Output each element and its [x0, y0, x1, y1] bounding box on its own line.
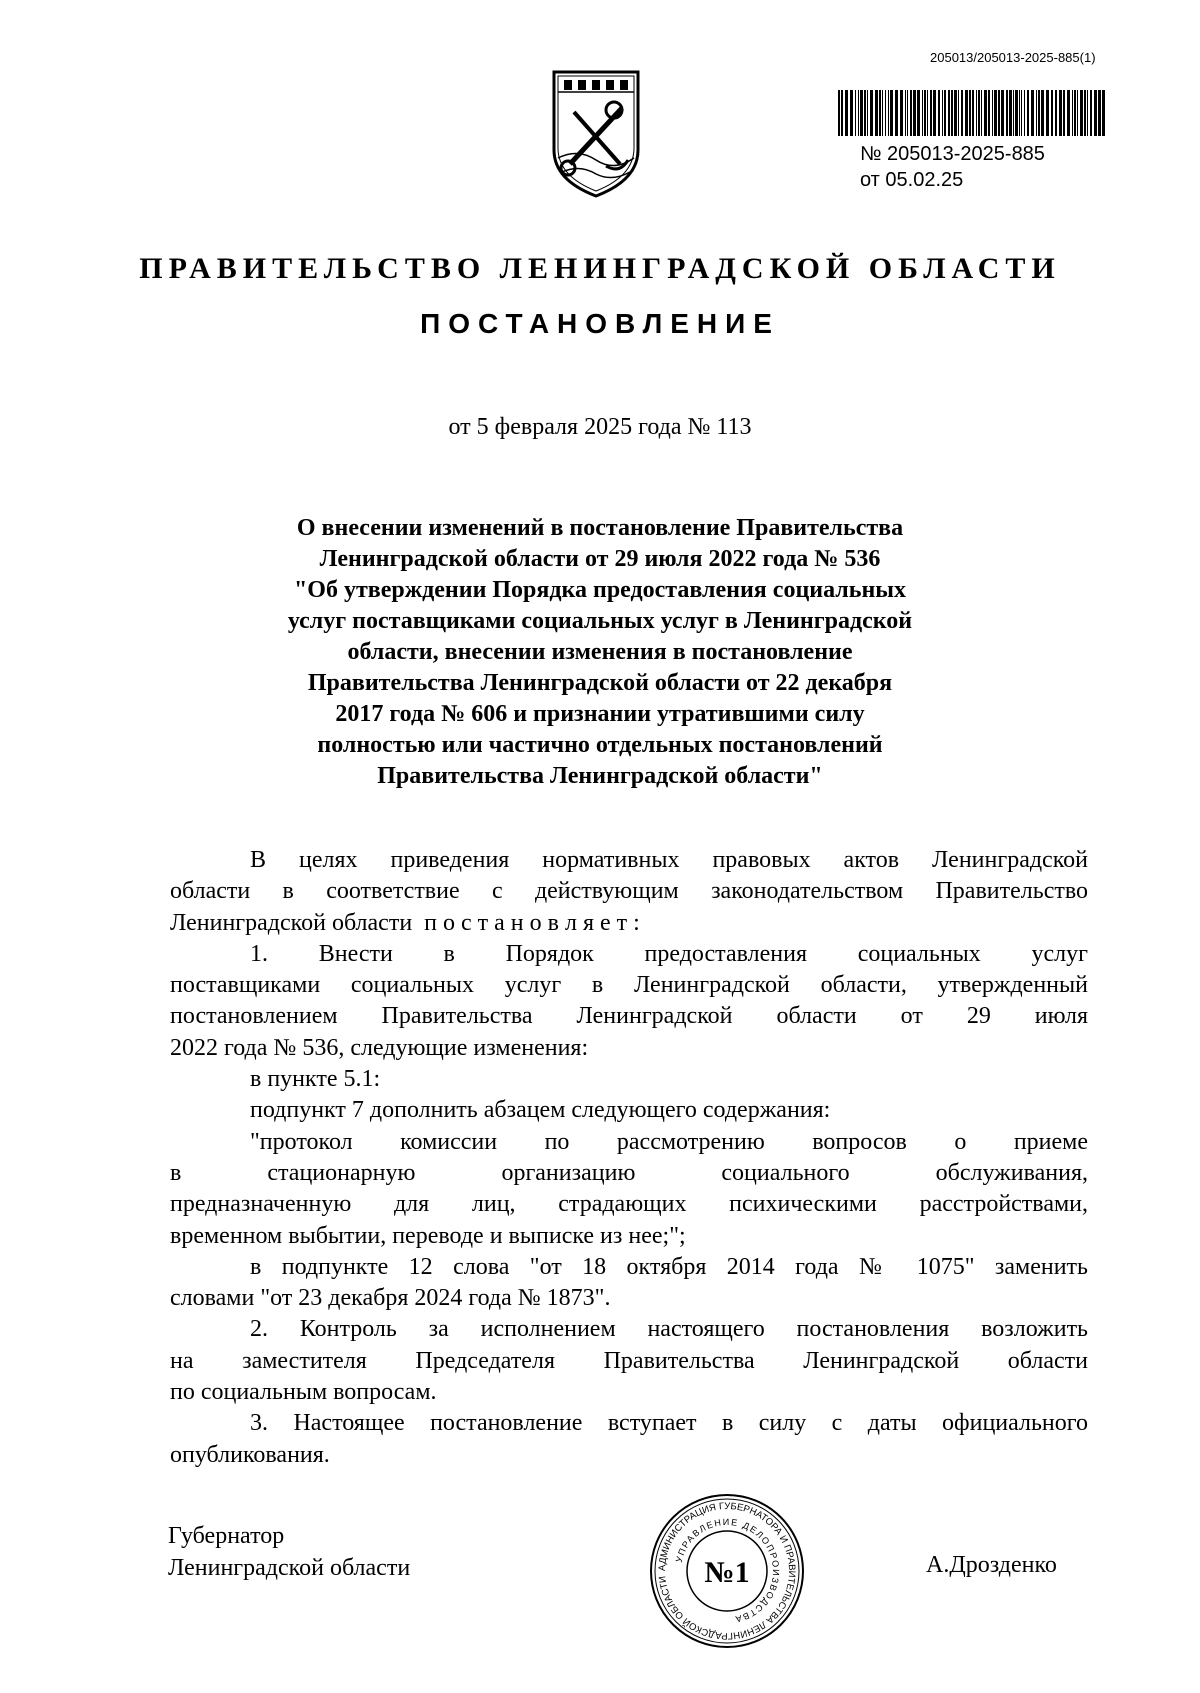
coat-of-arms-emblem [548, 68, 644, 200]
body-line: 1. Внести в Порядок предоставления социальных услуг [250, 940, 1088, 967]
barcode-bar [1021, 90, 1022, 136]
heading-line: 2017 года № 606 и признании утратившими силу [335, 701, 865, 727]
government-title: ПРАВИТЕЛЬСТВО ЛЕНИНГРАДСКОЙ ОБЛАСТИ [139, 252, 1061, 285]
document-reference: 205013/205013-2025-885(1) [930, 50, 1096, 65]
stamp-outer-text: АДМИНИСТРАЦИЯ ГУБЕРНАТОРА И ПРАВИТЕЛЬСТВА ЛЕНИНГРАДСКОЙ ОБЛАСТИ [656, 1500, 798, 1642]
barcode-bar [922, 90, 923, 136]
body-line: словами "от 23 декабря 2024 года № 1873". [170, 1285, 611, 1312]
barcode-bar [948, 90, 950, 136]
barcode-bar [1006, 90, 1008, 136]
barcode-bar [1087, 90, 1088, 136]
barcode-bar [860, 90, 863, 136]
barcode-bar [1077, 90, 1078, 136]
barcode-bar [976, 90, 977, 136]
heading-line: области, внесении изменения в постановление [347, 639, 853, 665]
barcode-bar [917, 90, 920, 136]
signatory-role [168, 1520, 410, 1584]
heading-line: услуг поставщиками социальных услуг в Ленинградской [287, 608, 913, 634]
barcode-bar [1090, 90, 1092, 136]
document-type: ПОСТАНОВЛЕНИЕ [420, 308, 780, 339]
barcode-bar [1055, 90, 1057, 136]
barcode-bar [864, 90, 866, 136]
barcode-bar [1080, 90, 1083, 136]
body-line: 2022 года № 536, следующие изменения: [170, 1034, 589, 1061]
heading-line: полностью или частично отдельных постановлений [317, 732, 883, 758]
body-line: В целях приведения нормативных правовых актов Ленинградской [250, 847, 1088, 873]
barcode-bar [930, 90, 932, 136]
barcode-bar [944, 90, 946, 136]
barcode-bar [888, 90, 889, 136]
body-line: предназначенную для лиц, страдающих психическими расстройствами, [170, 1191, 1088, 1218]
barcode-bar [845, 90, 848, 136]
barcode-bar [1024, 90, 1025, 136]
barcode-bar [1072, 90, 1073, 136]
barcode-bar [900, 90, 903, 136]
barcode-bar [858, 90, 859, 136]
barcode-bar [1038, 90, 1040, 136]
barcode-bar [1009, 90, 1012, 136]
barcode-bar [954, 90, 957, 136]
barcode-bar [978, 90, 980, 136]
barcode-bar [1102, 90, 1105, 136]
barcode-bar [1015, 90, 1018, 136]
barcode-bar [1067, 90, 1070, 136]
body-line: 2. Контроль за исполнением настоящего постановления возложить [250, 1316, 1088, 1343]
barcode-bar [924, 90, 926, 136]
barcode-bar [855, 90, 856, 136]
barcode-bar [933, 90, 936, 136]
barcode-bar [882, 90, 883, 136]
barcode-bar [938, 90, 940, 136]
document-heading [220, 513, 980, 792]
barcode-bar [875, 90, 878, 136]
body-line: временном выбытии, переводе и выписке из нее;"; [170, 1222, 686, 1249]
barcode-bar [972, 90, 974, 136]
barcode-bar [1031, 90, 1034, 136]
barcode-bar [910, 90, 912, 136]
barcode-bar [1051, 90, 1053, 136]
barcode-bar [907, 90, 908, 136]
barcode-bar [1001, 90, 1004, 136]
document-date: от 5 февраля 2025 года № 113 [448, 414, 752, 440]
body-line: 3. Настоящее постановление вступает в силу с даты официального [250, 1410, 1088, 1437]
barcode-bar [965, 90, 968, 136]
body-line: в подпункте 12 слова "от 18 октября 2014 года № 1075" заменить [250, 1253, 1088, 1280]
barcode-bar [951, 90, 953, 136]
barcode-bar [1041, 90, 1044, 136]
body-line: в стационарную организацию социального обслуживания, [170, 1159, 1088, 1186]
barcode-bar [958, 90, 959, 136]
body-line: поставщиками социальных услуг в Ленинградской области, утвержденный [170, 972, 1088, 999]
stamp-inner-text: УПРАВЛЕНИЕ ДЕЛОПРОИЗВОДСТВА [673, 1516, 782, 1625]
barcode-bar [969, 90, 971, 136]
body-line: подпункт 7 дополнить абзацем следующего содержания: [250, 1097, 831, 1124]
barcode-bar [1013, 90, 1014, 136]
barcode-bar [961, 90, 963, 136]
barcode-bar [905, 90, 906, 136]
barcode-bar [850, 90, 853, 136]
stamp-number: №1 [704, 1556, 750, 1589]
barcode-bar [1036, 90, 1037, 136]
body-line: области в соответствие с действующим законодательством Правительство [170, 878, 1088, 905]
barcode-bar [1098, 90, 1101, 136]
body-line: постановлением Правительства Ленинградской области от 29 июля [170, 1003, 1088, 1030]
body-line: опубликования. [170, 1441, 330, 1468]
barcode-bar [927, 90, 928, 136]
barcode-bar [1027, 90, 1029, 136]
signatory-role-line: Губернатор [168, 1523, 285, 1549]
barcode-bar [841, 90, 843, 136]
barcode-bar [942, 90, 943, 136]
barcode-bar [879, 90, 881, 136]
barcode-bar [1019, 90, 1020, 136]
barcode-bar [895, 90, 898, 136]
barcode-bar [981, 90, 982, 136]
barcode-bar [838, 90, 840, 136]
barcode-bar [1059, 90, 1062, 136]
heading-line: Правительства Ленинградской области" [377, 763, 823, 789]
body-line: в пункте 5.1: [250, 1066, 381, 1093]
barcode-bar [998, 90, 1000, 136]
registration-date: от 05.02.25 [860, 169, 964, 191]
document-body [170, 845, 1088, 1471]
barcode-bar [988, 90, 990, 136]
heading-line: Ленинградской области от 29 июля 2022 года № 536 [319, 546, 881, 572]
body-line: "протокол комиссии по рассмотрению вопросов о приеме [250, 1128, 1088, 1155]
barcode-bar [913, 90, 916, 136]
barcode-bar [1074, 90, 1076, 136]
barcode-bar [867, 90, 868, 136]
barcode-bar [1046, 90, 1049, 136]
barcode-bar [1063, 90, 1065, 136]
barcode-bar [994, 90, 997, 136]
heading-line: "Об утверждении Порядка предоставления социальных [293, 577, 907, 603]
signatory-name: А.Дрозденко [926, 1552, 1057, 1578]
body-line: по социальным вопросам. [170, 1379, 437, 1406]
barcode-bar [890, 90, 893, 136]
barcode-bar [1094, 90, 1097, 136]
body-line: Ленинградской области п о с т а н о в л я е т : [170, 909, 640, 936]
heading-line: О внесении изменений в постановление Правительства [296, 515, 904, 541]
barcode-bar [885, 90, 886, 136]
barcode-bar [1084, 90, 1086, 136]
signatory-role-line: Ленинградской области [168, 1555, 411, 1581]
official-stamp [648, 1492, 806, 1650]
heading-line: Правительства Ленинградской области от 22 декабря [307, 670, 893, 696]
registration-number: № 205013-2025-885 [860, 143, 1045, 165]
barcode [838, 90, 1106, 136]
barcode-bar [870, 90, 873, 136]
barcode-bar [992, 90, 993, 136]
body-line: на заместителя Председателя Правительства Ленинградской области [170, 1347, 1088, 1374]
barcode-bar [984, 90, 987, 136]
